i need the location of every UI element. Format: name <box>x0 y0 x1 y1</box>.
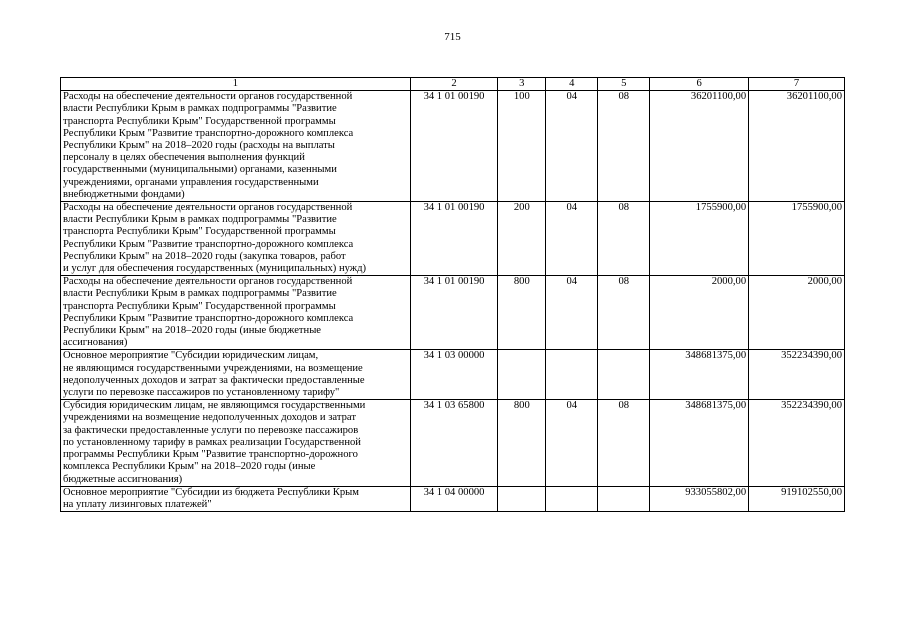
column-number-row <box>61 78 845 91</box>
description-line: Республики Крым "Развитие транспортно-дорожного комплекса <box>63 238 354 250</box>
description-line: за фактически предоставленные услуги по перевозке пассажиров <box>63 424 359 436</box>
amount-col-6: 1755900,00 <box>650 202 749 276</box>
description-line: по установленному тарифу в рамках реализации Государственной <box>63 436 361 448</box>
subsection-code <box>598 350 650 400</box>
section-code <box>546 486 598 511</box>
section-code: 04 <box>546 202 598 276</box>
target-article-code: 34 1 01 00190 <box>410 276 498 350</box>
description-line: учреждениями на возмещение недополученных доходов и затрат <box>63 412 356 424</box>
subsection-code <box>598 486 650 511</box>
amount-col-7: 919102550,00 <box>749 486 845 511</box>
description-line: бюджетные ассигнования) <box>63 473 183 485</box>
description-line: на уплату лизинговых платежей" <box>63 498 212 510</box>
table-row <box>61 486 845 511</box>
amount-col-6: 2000,00 <box>650 276 749 350</box>
description-line: Основное мероприятие "Субсидии юридическим лицам, <box>63 350 319 362</box>
description-line: Расходы на обеспечение деятельности органов государственной <box>63 276 353 288</box>
description-line: Республики Крым" на 2018–2020 годы (иные бюджетные <box>63 325 322 337</box>
description-line: не являющимся государственными учреждениями, на возмещение <box>63 362 363 374</box>
section-code: 04 <box>546 276 598 350</box>
description-line: Расходы на обеспечение деятельности органов государственной <box>63 202 353 214</box>
description-line: внебюджетными фондами) <box>63 188 185 200</box>
column-number-6: 6 <box>650 78 749 91</box>
target-article-code: 34 1 01 00190 <box>410 202 498 276</box>
expense-type-code <box>498 486 546 511</box>
subsection-code: 08 <box>598 202 650 276</box>
amount-col-7: 352234390,00 <box>749 350 845 400</box>
section-code: 04 <box>546 91 598 202</box>
column-number-2: 2 <box>410 78 498 91</box>
description-line: Субсидия юридическим лицам, не являющимся государственными <box>63 400 366 412</box>
column-number-1: 1 <box>61 78 411 91</box>
amount-col-6: 36201100,00 <box>650 91 749 202</box>
amount-col-7: 2000,00 <box>749 276 845 350</box>
column-number-3: 3 <box>498 78 546 91</box>
description-line: персоналу в целях обеспечения выполнения функций <box>63 152 305 164</box>
expense-type-code: 200 <box>498 202 546 276</box>
amount-col-7: 36201100,00 <box>749 91 845 202</box>
expense-type-code: 800 <box>498 400 546 486</box>
amount-col-7: 352234390,00 <box>749 400 845 486</box>
description-line: услуги по перевозке пассажиров по установленному тарифу" <box>63 387 340 399</box>
row-description <box>61 350 411 400</box>
section-code: 04 <box>546 400 598 486</box>
description-line: Республики Крым "Развитие транспортно-дорожного комплекса <box>63 127 354 139</box>
description-line: Республики Крым "Развитие транспортно-дорожного комплекса <box>63 312 354 324</box>
description-line: транспорта Республики Крым" Государственной программы <box>63 226 336 238</box>
column-number-7: 7 <box>749 78 845 91</box>
row-description <box>61 276 411 350</box>
amount-col-7: 1755900,00 <box>749 202 845 276</box>
target-article-code: 34 1 01 00190 <box>410 91 498 202</box>
row-description <box>61 91 411 202</box>
section-code <box>546 350 598 400</box>
description-line: власти Республики Крым в рамках подпрограммы "Развитие <box>63 103 337 115</box>
description-line: Основное мероприятие "Субсидии из бюджета Республики Крым <box>63 486 359 498</box>
amount-col-6: 933055802,00 <box>650 486 749 511</box>
description-line: власти Республики Крым в рамках подпрограммы "Развитие <box>63 288 337 300</box>
budget-table <box>60 77 845 512</box>
description-line: и услуг для обеспечения государственных (муниципальных) нужд) <box>63 263 367 275</box>
budget-table-body <box>61 78 845 512</box>
table-row <box>61 350 845 400</box>
description-line: транспорта Республики Крым" Государственной программы <box>63 115 336 127</box>
amount-col-6: 348681375,00 <box>650 350 749 400</box>
column-number-4: 4 <box>546 78 598 91</box>
description-line: транспорта Республики Крым" Государственной программы <box>63 300 336 312</box>
row-description <box>61 400 411 486</box>
subsection-code: 08 <box>598 400 650 486</box>
expense-type-code: 100 <box>498 91 546 202</box>
amount-col-6: 348681375,00 <box>650 400 749 486</box>
page-number: 715 <box>444 31 461 43</box>
description-line: Республики Крым" на 2018–2020 годы (закупка товаров, работ <box>63 250 346 262</box>
table-row <box>61 91 845 202</box>
table-row <box>61 400 845 486</box>
description-line: Расходы на обеспечение деятельности органов государственной <box>63 91 353 103</box>
table-row <box>61 276 845 350</box>
target-article-code: 34 1 03 65800 <box>410 400 498 486</box>
expense-type-code: 800 <box>498 276 546 350</box>
description-line: недополученных доходов и затрат за фактически предоставленные <box>63 374 365 386</box>
row-description <box>61 486 411 511</box>
target-article-code: 34 1 04 00000 <box>410 486 498 511</box>
description-line: программы Республики Крым "Развитие транспортно-дорожного <box>63 449 358 461</box>
description-line: комплекса Республики Крым" на 2018–2020 годы (иные <box>63 461 316 473</box>
description-line: учреждениями, органами управления государственными <box>63 176 319 188</box>
row-description <box>61 202 411 276</box>
subsection-code: 08 <box>598 91 650 202</box>
description-line: ассигнования) <box>63 337 128 349</box>
column-number-5: 5 <box>598 78 650 91</box>
description-line: власти Республики Крым в рамках подпрограммы "Развитие <box>63 214 337 226</box>
description-line: государственными (муниципальными) органами, казенными <box>63 164 337 176</box>
target-article-code: 34 1 03 00000 <box>410 350 498 400</box>
expense-type-code <box>498 350 546 400</box>
description-line: Республики Крым" на 2018–2020 годы (расходы на выплаты <box>63 140 335 152</box>
table-row <box>61 202 845 276</box>
subsection-code: 08 <box>598 276 650 350</box>
